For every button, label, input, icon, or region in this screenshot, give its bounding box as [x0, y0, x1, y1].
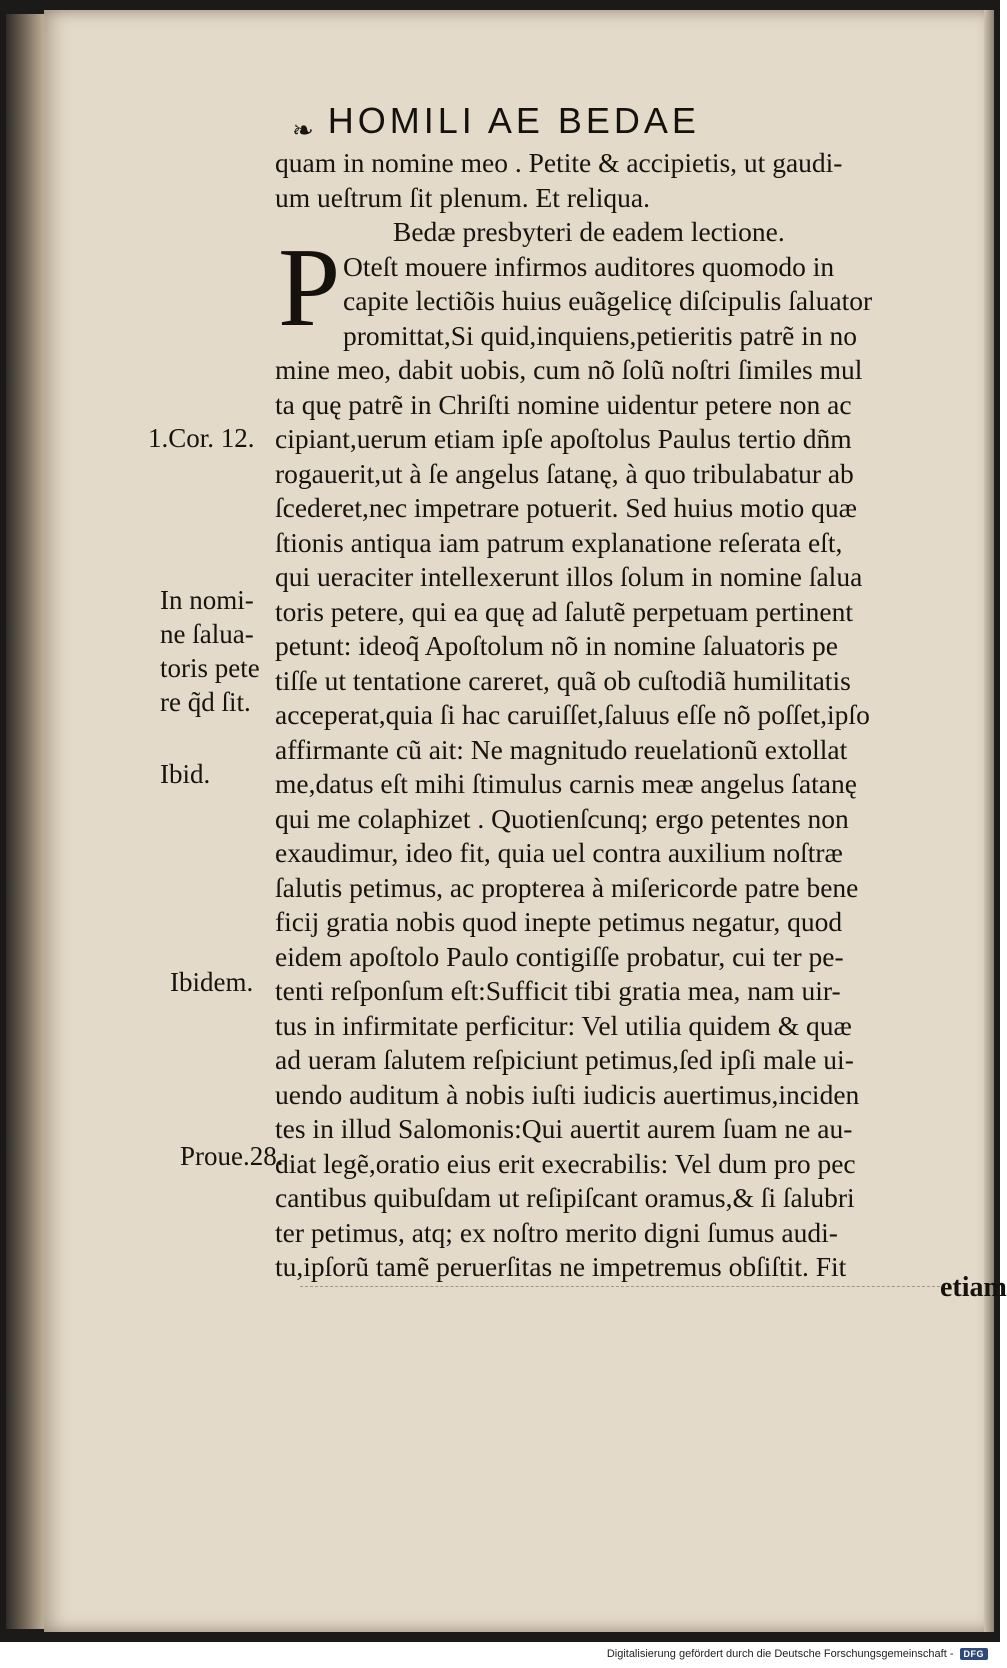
text-line: quam in nomine meo . Petite & accipietis, ut gaudi-	[275, 147, 843, 178]
text-line: tenti reſponſum eſt:Sufficit tibi gratia mea, nam uir-	[275, 975, 841, 1006]
text-line: tu,ipſorũ tamẽ peruerſitas ne impetremus obſiſtit. Fit	[275, 1251, 847, 1282]
running-head	[292, 100, 700, 145]
section-heading: Bedæ presbyteri de eadem lectione.	[393, 216, 785, 247]
text-line: ficij gratia nobis quod inepte petimus negatur, quod	[275, 906, 843, 937]
text-line: exaudimur, ideo fit, quia uel contra auxilium noſtræ	[275, 837, 843, 868]
text-line: promittat,Si quid,inquiens,petieritis patrẽ in no	[343, 319, 858, 351]
text-line: petunt: ideoq̃ Apoſtolum nõ in nomine ſaluatoris pe	[275, 630, 838, 661]
margin-note-gloss: In nomi-	[160, 585, 254, 615]
text-line: toris petere, qui ea quę ad ſalutẽ perpetuam pertinent	[275, 595, 854, 627]
text-line: mine meo, dabit uobis, cum nõ ſolũ noſtri ſimiles mul	[275, 354, 863, 385]
text-line: um ueſtrum ſit plenum. Et reliqua.	[275, 181, 650, 213]
text-line: tus in infirmitate perficitur: Vel utilia quidem & quæ	[275, 1009, 852, 1041]
drop-cap: P	[278, 226, 341, 350]
text-line: ad ueram ſalutem reſpiciunt petimus,ſed ipſi male ui-	[275, 1044, 854, 1075]
text-line: Oteſt mouere infirmos auditores quomodo in	[343, 250, 835, 282]
text-line: ter petimus, atq; ex noſtro merito digni ſumus audi-	[275, 1216, 838, 1248]
margin-note-gloss: toris pete	[160, 653, 260, 683]
text-line: cipiant,uerum etiam ipſe apoſtolus Paulus tertio dñm	[275, 423, 852, 454]
text-line: diat legẽ,oratio eius erit execrabilis: Vel dum pro pec	[275, 1147, 856, 1179]
text-line: ſalutis petimus, ac propterea à miſericorde patre bene	[275, 871, 859, 903]
text-line: tes in illud Salomonis:Qui auertit aurem ſuam ne au-	[275, 1113, 853, 1144]
text-line: ta quę patrẽ in Chriſti nomine uidentur petere non ac	[275, 388, 852, 420]
text-line: qui ueraciter intellexerunt illos ſolum in nomine ſalua	[275, 561, 863, 592]
margin-note-gloss: ne ſalua-	[160, 619, 254, 649]
text-line: uendo auditum à nobis iuſti iudicis auertimus,inciden	[275, 1078, 860, 1110]
text-line: rogauerit,ut à ſe angelus ſatanę, à quo tribulabatur ab	[275, 457, 854, 489]
text-line: eidem apoſtolo Paulo contigiſſe probatur, cui ter pe-	[275, 940, 844, 972]
text-line: cantibus quibuſdam ut reſipiſcant oramus,& ſi ſalubri	[275, 1182, 855, 1213]
text-line: acceperat,quia ſi hac caruiſſet,ſaluus eſſe nõ poſſet,ipſo	[275, 699, 870, 730]
text-line: ſtionis antiqua iam patrum explanatione reſerata eſt,	[275, 526, 843, 558]
dfg-logo-icon: DFG	[960, 1648, 989, 1660]
text-line: me,datus eſt mihi ſtimulus carnis meæ angelus ſatanę	[275, 768, 857, 799]
margin-note-citation: Ibidem.	[170, 967, 254, 997]
margin-note-citation: Ibid.	[160, 759, 211, 789]
running-head-title: HOMILI AE BEDAE	[327, 100, 700, 141]
margin-note-gloss: re q̃d ſit.	[160, 687, 251, 717]
margin-note-citation: Proue.28.	[180, 1141, 284, 1171]
catchword-rule	[300, 1286, 940, 1288]
main-text	[275, 146, 1000, 1285]
text-line: tiſſe ut tentatione careret, quã ob cuſtodiã humilitatis	[275, 664, 851, 696]
margin-note-citation: 1.Cor. 12.	[148, 423, 255, 453]
text-line: ſcederet,nec impetrare potuerit. Sed huius motio quæ	[275, 492, 857, 523]
text-line: capite lectiõis huius euãgelicę diſcipulis ſaluator	[343, 285, 873, 316]
text-line: qui me colaphizet . Quotienſcunq; ergo petentes non	[275, 802, 849, 834]
catchword: etiam	[940, 1272, 1007, 1303]
digitization-credit	[607, 1648, 988, 1660]
fleuron-icon: ❧	[292, 116, 314, 145]
text-line: affirmante cũ ait: Ne magnitudo reuelationũ extollat	[275, 733, 848, 765]
credit-text: Digitalisierung gefördert durch die Deutsche Forschungsgemeinschaft -	[606, 1648, 954, 1660]
